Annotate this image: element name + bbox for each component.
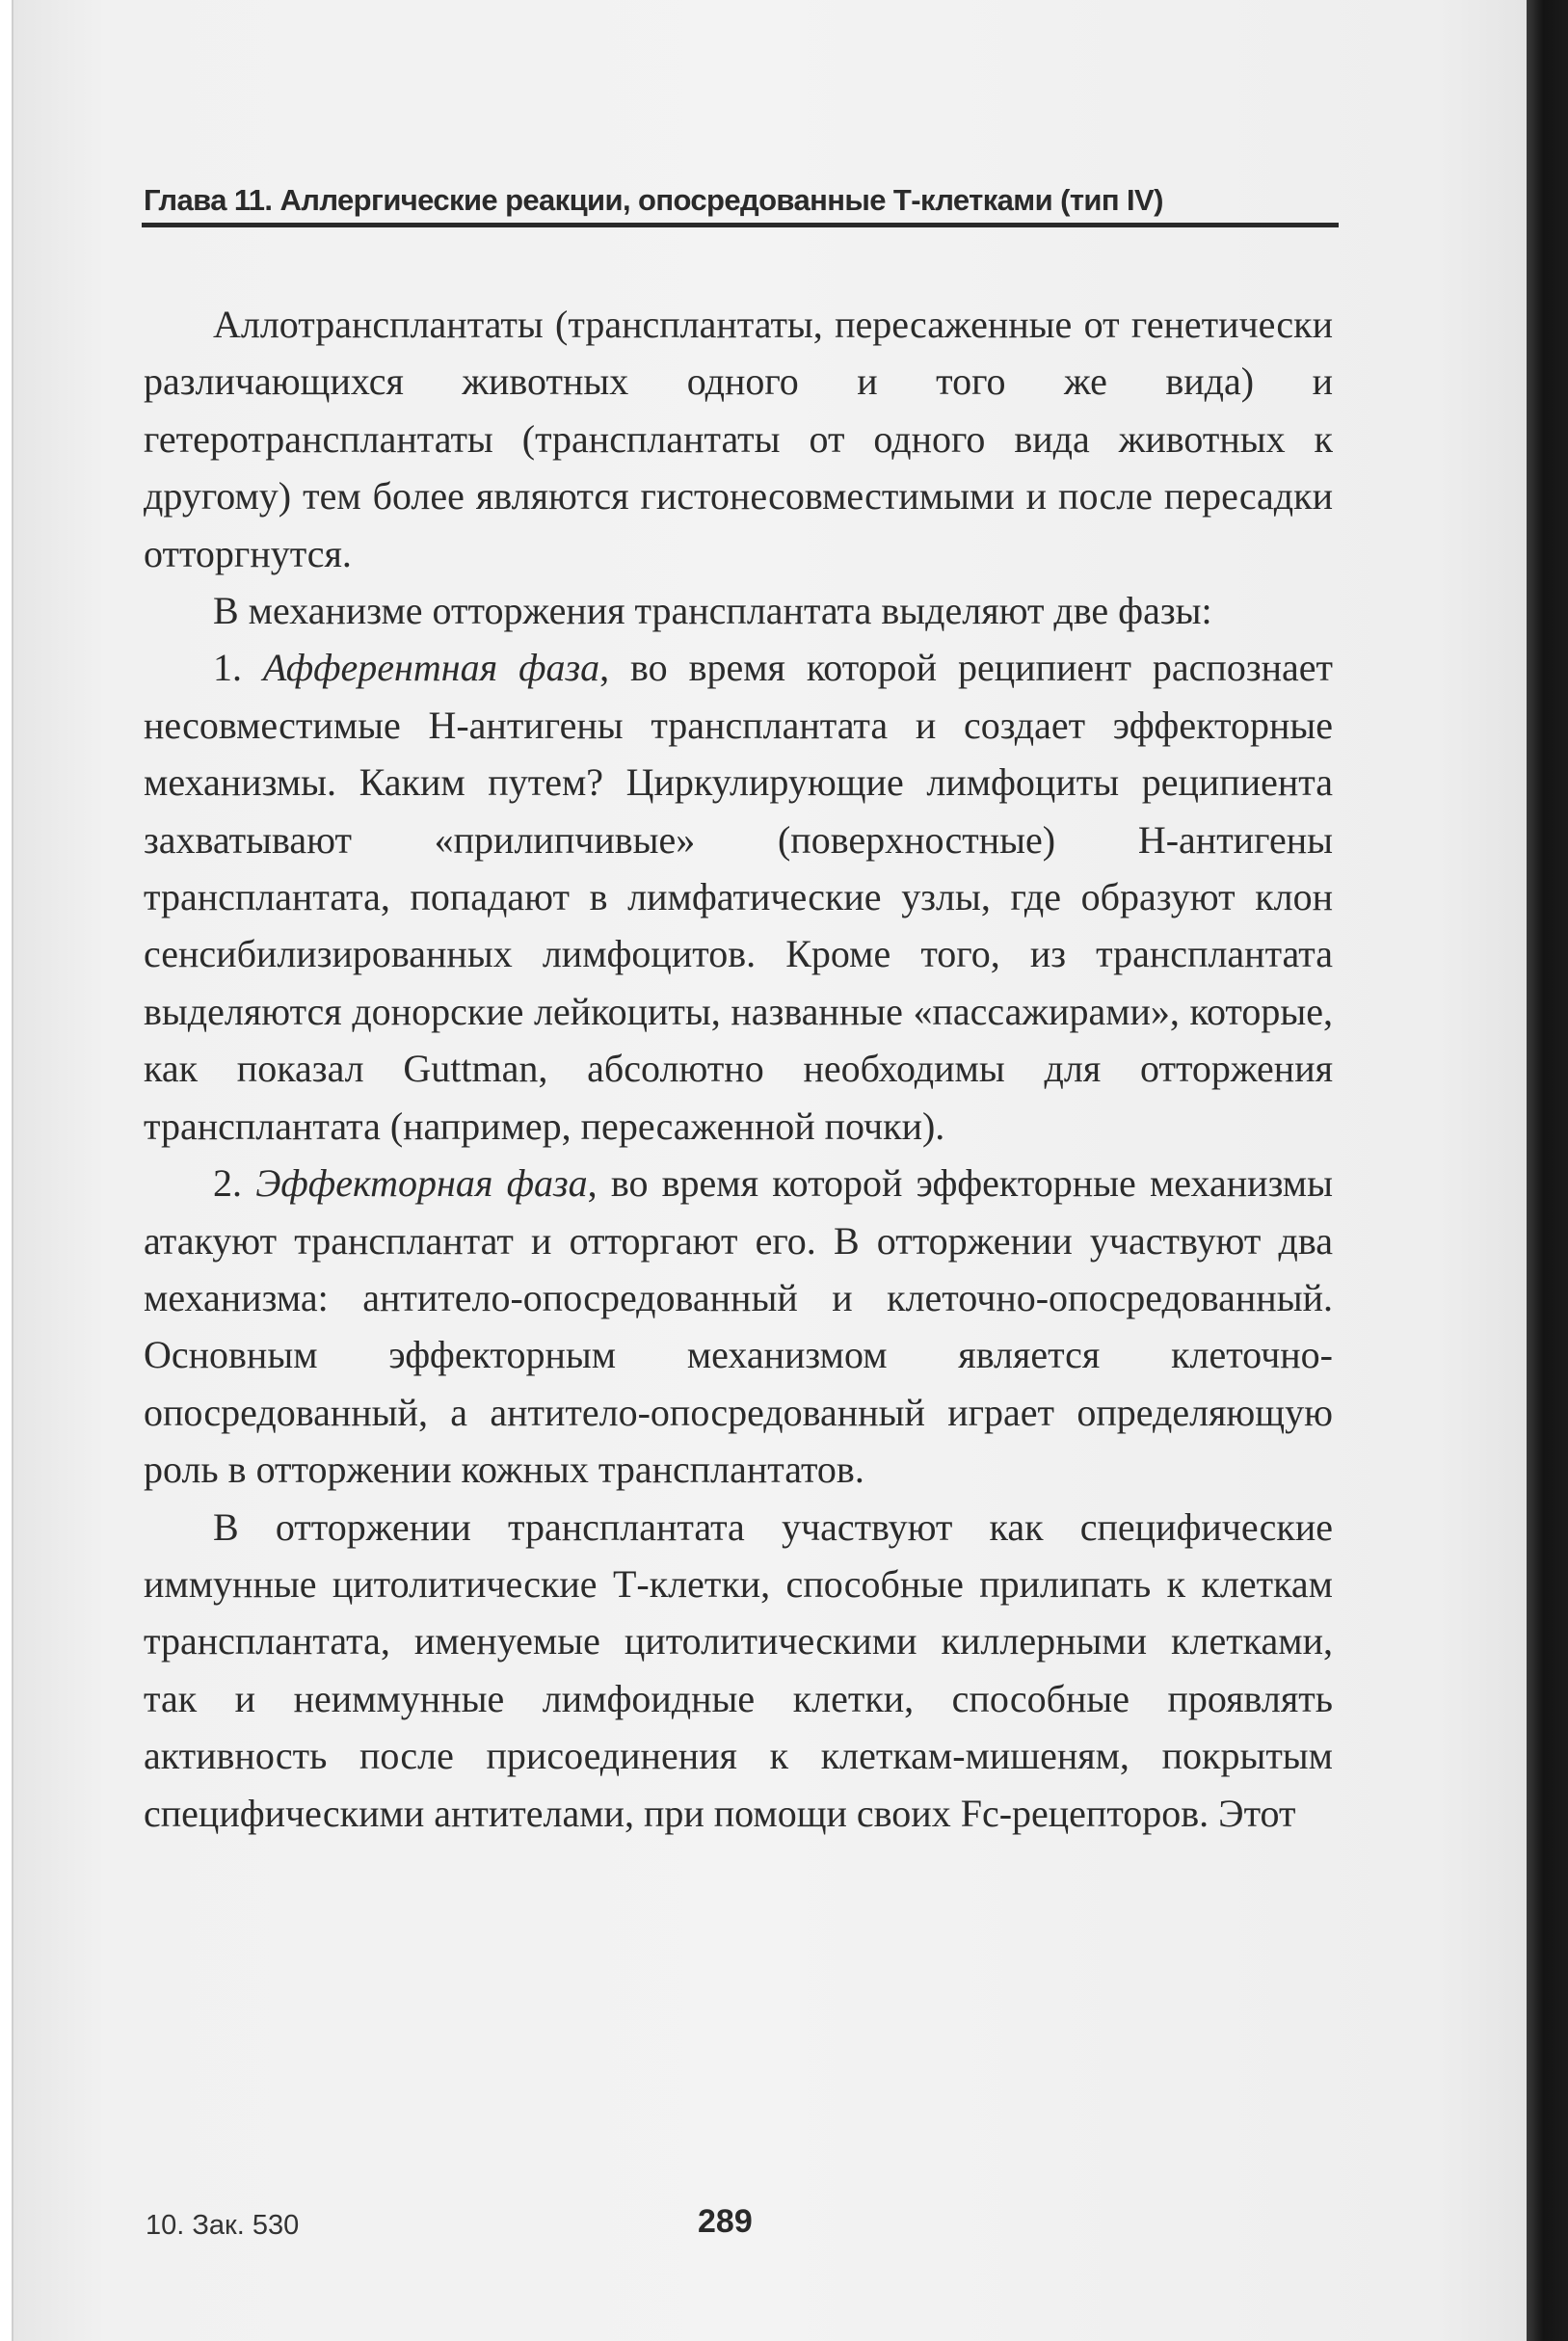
print-signature: 10. Зак. 530 (146, 2210, 300, 2241)
list-number: 2. (213, 1161, 256, 1206)
page-number: 289 (698, 2203, 753, 2240)
paragraph-text: , во время которой реципиент распознает несовместимые Н-антигены трансплантата и создает эффекторные механизмы. Каким путем? Циркулирующие лимфоциты реципиента захватывают «прилипчивые» (поверхностные) Н-антигены трансплантата, попадают в лимфатические узлы, где образуют клон сенсибилизированных лимфоцитов. Кроме того, из трансплантата выделяются донорские лейкоциты, названные «пассажирами», которые, как показал Guttman, абсолютно необходимы для отторжения трансплантата (например, пересаженной почки). (144, 646, 1334, 1148)
book-page (12, 0, 1528, 2341)
list-number: 1. (213, 646, 263, 690)
header-rule (142, 223, 1339, 227)
paragraph-afferent-phase (144, 639, 1333, 1155)
book-spine-shadow (1527, 0, 1568, 2341)
paragraph-text: , во время которой эффекторные механизмы атакуют трансплантат и отторгают его. В отторжении участвуют два механизма: антитело-опосредованный и клеточно-опосредованный. Основным эффекторным механизмом является клеточно-опосредованный, а антитело-опосредованный играет определяющую роль в отторжении кожных трансплантатов. (144, 1161, 1333, 1492)
term-afferent-phase: Афферентная фаза (262, 646, 600, 690)
paragraph-phases-intro: В механизме отторжения трансплантата выделяют две фазы: (213, 589, 1212, 633)
paragraph-rejection-cells: В отторжении трансплантата участвуют как специфические иммунные цитолитические Т-клетки, способные прилипать к клеткам трансплантата, именуемые цитолитическими киллерными клетками, так и неиммунные лимфоидные клетки, способные проявлять активность после присоединения к клеткам-мишеням, покрытым специфическими антителами, при помощи своих Fc-рецепторов. Этот (144, 1504, 1333, 1835)
paragraph-allografts: Аллотрансплантаты (трансплантаты, пересаженные от генетически различающихся животных одного и того же вида) и гетеротрансплантаты (трансплантаты от одного вида животных к другому) тем более являются гистонесовместимыми и после пересадки отторгнутся. (144, 303, 1333, 575)
term-effector-phase: Эффекторная фаза (255, 1161, 588, 1206)
paragraph-effector-phase (144, 1155, 1333, 1498)
running-header: Глава 11. Аллергические реакции, опосредованные Т-клетками (тип IV) (144, 183, 1163, 217)
page-body (144, 296, 1333, 1842)
